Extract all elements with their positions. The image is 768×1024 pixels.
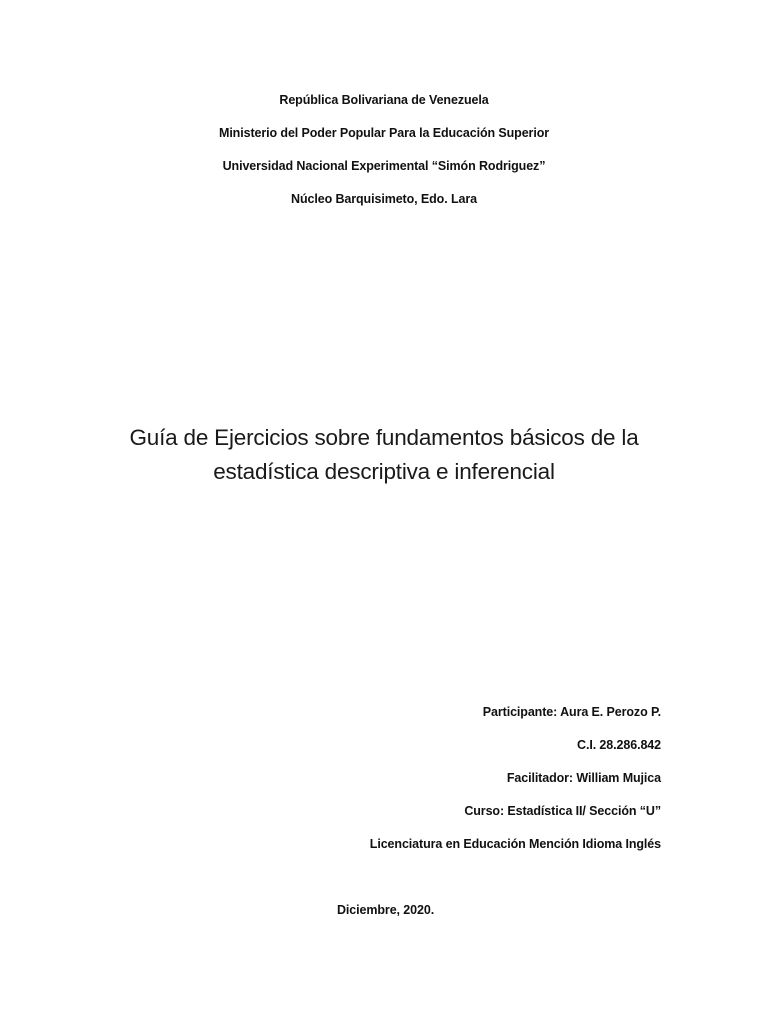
- course-section: Curso: Estadística II/ Sección “U”: [464, 804, 661, 818]
- author-info: [370, 704, 661, 869]
- id-number: C.I. 28.286.842: [577, 738, 661, 752]
- header-ministry: Ministerio del Poder Popular Para la Educación Superior: [219, 126, 549, 140]
- title-line-2: estadística descriptiva e inferencial: [213, 459, 555, 484]
- facilitator-name: Facilitador: William Mujica: [506, 771, 661, 785]
- title-line-1: Guía de Ejercicios sobre fundamentos básicos de la: [129, 425, 639, 450]
- document-date: Diciembre, 2020.: [337, 903, 435, 917]
- document-title: [0, 421, 768, 489]
- degree-program: Licenciatura en Educación Mención Idioma Inglés: [369, 837, 661, 851]
- participant-name: Participante: Aura E. Perozo P.: [482, 705, 661, 719]
- header-campus: Núcleo Barquisimeto, Edo. Lara: [291, 192, 477, 206]
- header-country: República Bolivariana de Venezuela: [279, 93, 489, 107]
- header-university: Universidad Nacional Experimental “Simón Rodriguez”: [222, 159, 546, 173]
- institution-header: [0, 92, 768, 224]
